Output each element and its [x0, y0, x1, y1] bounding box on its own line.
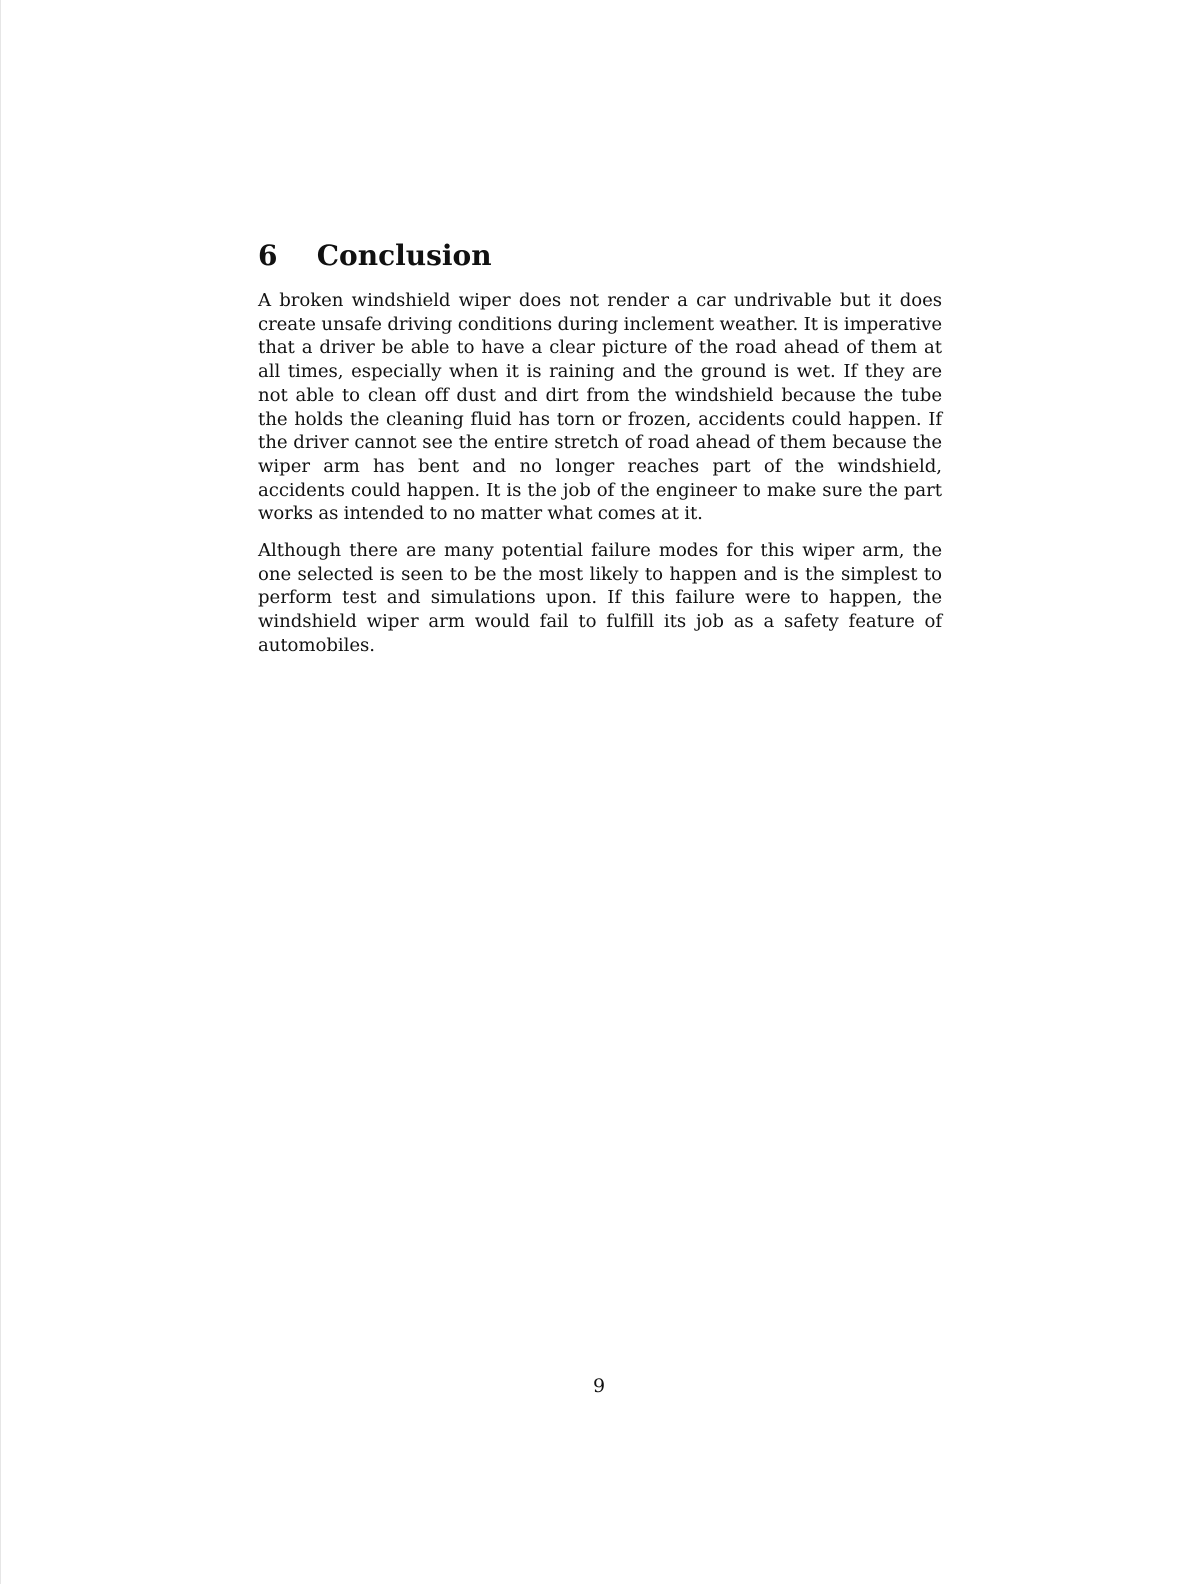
paragraph-1: A broken windshield wiper does not render a car undrivable but it does create unsafe driving conditions during inclement weather. It is imperative that a driver be able to have a clear picture of the road ahead of them at all times, especially when it is raining and the ground is wet. If they are not able to clean off dust and dirt from the windshield because the tube the holds the cleaning fluid has torn or frozen, accidents could happen. If the driver cannot see the entire stretch of road ahead of them because the wiper arm has bent and no longer reaches part of the windshield, accidents could happen. It is the job of the engineer to make sure the part works as intended to no matter what comes at it.	[258, 290, 942, 525]
paragraph-2: Although there are many potential failure modes for this wiper arm, the one selected is seen to be the most likely to happen and is the simplest to perform test and simulations upon. If this failure were to happen, the windshield wiper arm would fail to fulfill its job as a safety feature of automobiles.	[258, 540, 942, 656]
section-heading	[258, 236, 948, 276]
section-number: 6	[258, 239, 278, 272]
page-number: 9	[592, 1375, 606, 1397]
section-title: Conclusion	[316, 239, 492, 272]
